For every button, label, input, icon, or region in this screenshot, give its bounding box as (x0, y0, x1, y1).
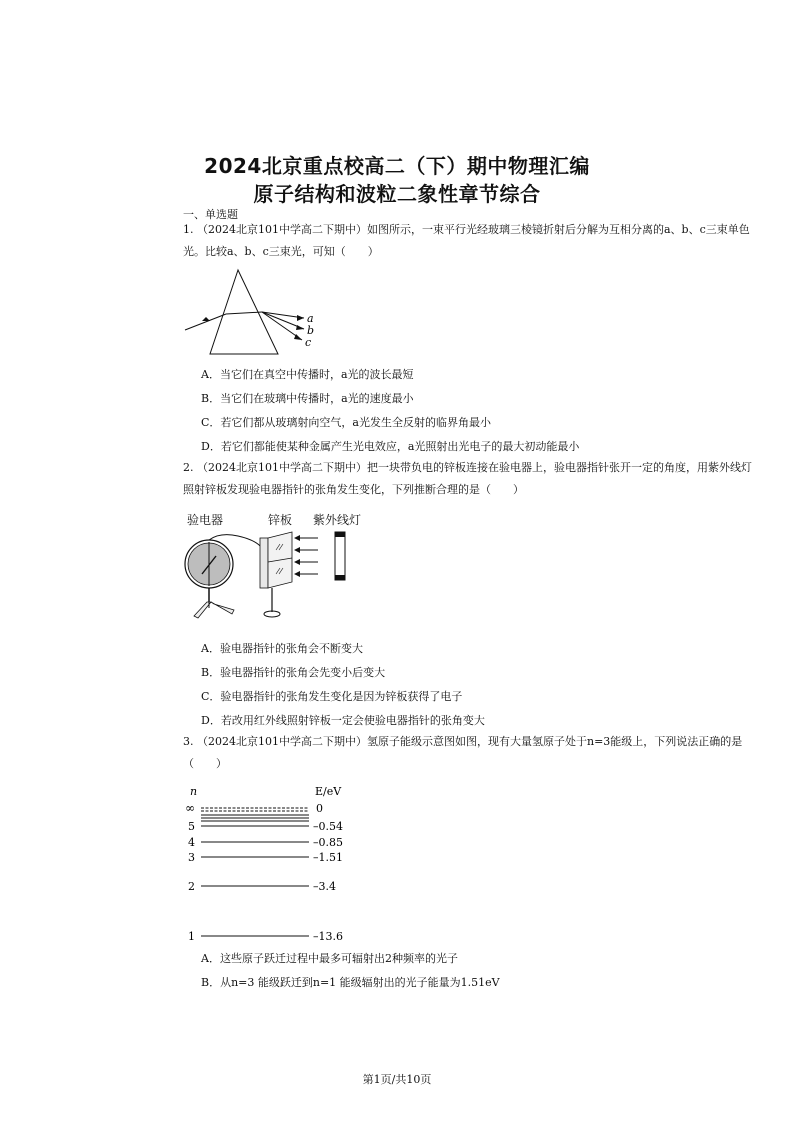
label-c: c (305, 336, 312, 349)
page-subtitle: 原子结构和波粒二象性章节综合 (253, 182, 541, 206)
q2-option-c: C．验电器指针的张角发生变化是因为锌板获得了电子 (201, 690, 463, 703)
level-n-3: 3 (188, 851, 195, 864)
q3-option-a: A．这些原子跃迁过程中最多可辐射出2种频率的光子 (201, 952, 458, 965)
level-n-4: 4 (188, 836, 195, 849)
level-n-5: 5 (188, 820, 195, 833)
level-n-1: 1 (188, 930, 195, 943)
energy-level-diagram (180, 782, 370, 947)
label-b: b (307, 324, 315, 337)
level-e-1: –13.6 (313, 930, 343, 943)
question-3-stem: 3. （2024北京101中学高二下期中）氢原子能级示意图如图，现有大量氢原子处于n=3能级上，下列说法正确的是（ ） (183, 735, 743, 770)
q2-option-d: D．若改用红外线照射锌板一定会使验电器指针的张角变大 (201, 714, 485, 727)
level-e-2: –3.4 (313, 880, 336, 893)
label-a: a (307, 312, 314, 325)
axis-n-label: n (190, 785, 198, 798)
axis-energy-label: E/eV (315, 785, 342, 798)
question-2-stem: 2. （2024北京101中学高二下期中）把一块带负电的锌板连接在验电器上，验电器指针张开一定的角度，用紫外线灯照射锌板发现验电器指针的张角发生变化，下列推断合理的是（ ） (183, 461, 752, 496)
electroscope-figure (180, 528, 360, 624)
level-n-inf: ∞ (185, 801, 195, 815)
q3-option-b: B．从n=3 能级跃迁到n=1 能级辐射出的光子能量为1.51eV (201, 976, 500, 989)
q1-option-c: C．若它们都从玻璃射向空气，a光发生全反射的临界角最小 (201, 416, 491, 429)
q2-option-a: A．验电器指针的张角会不断变大 (201, 642, 363, 655)
q1-option-d: D．若它们都能使某种金属产生光电效应，a光照射出光电子的最大初动能最小 (201, 440, 580, 453)
label-uv-lamp: 紫外线灯 (313, 513, 362, 527)
section-heading: 一、单选题 (183, 208, 238, 221)
label-electroscope: 验电器 (187, 513, 224, 527)
q1-option-a: A．当它们在真空中传播时，a光的波长最短 (201, 368, 414, 381)
level-e-4: –0.85 (313, 836, 343, 849)
level-e-5: –0.54 (313, 820, 343, 833)
q1-option-b: B．当它们在玻璃中传播时，a光的速度最小 (201, 392, 414, 405)
page-footer: 第1页/共10页 (362, 1073, 432, 1086)
level-n-2: 2 (188, 880, 195, 893)
question-1-stem: 1. （2024北京101中学高二下期中）如图所示，一束平行光经玻璃三棱镜折射后分解为互相分离的a、b、c三束单色光。比较a、b、c三束光，可知（ ） (183, 223, 750, 258)
label-zinc-plate: 锌板 (268, 513, 293, 527)
prism-figure (180, 268, 330, 360)
level-e-3: –1.51 (313, 851, 343, 864)
page-title: 2024北京重点校高二（下）期中物理汇编 (204, 154, 590, 178)
q2-option-b: B．验电器指针的张角会先变小后变大 (201, 666, 386, 679)
level-e-inf: 0 (316, 802, 323, 815)
